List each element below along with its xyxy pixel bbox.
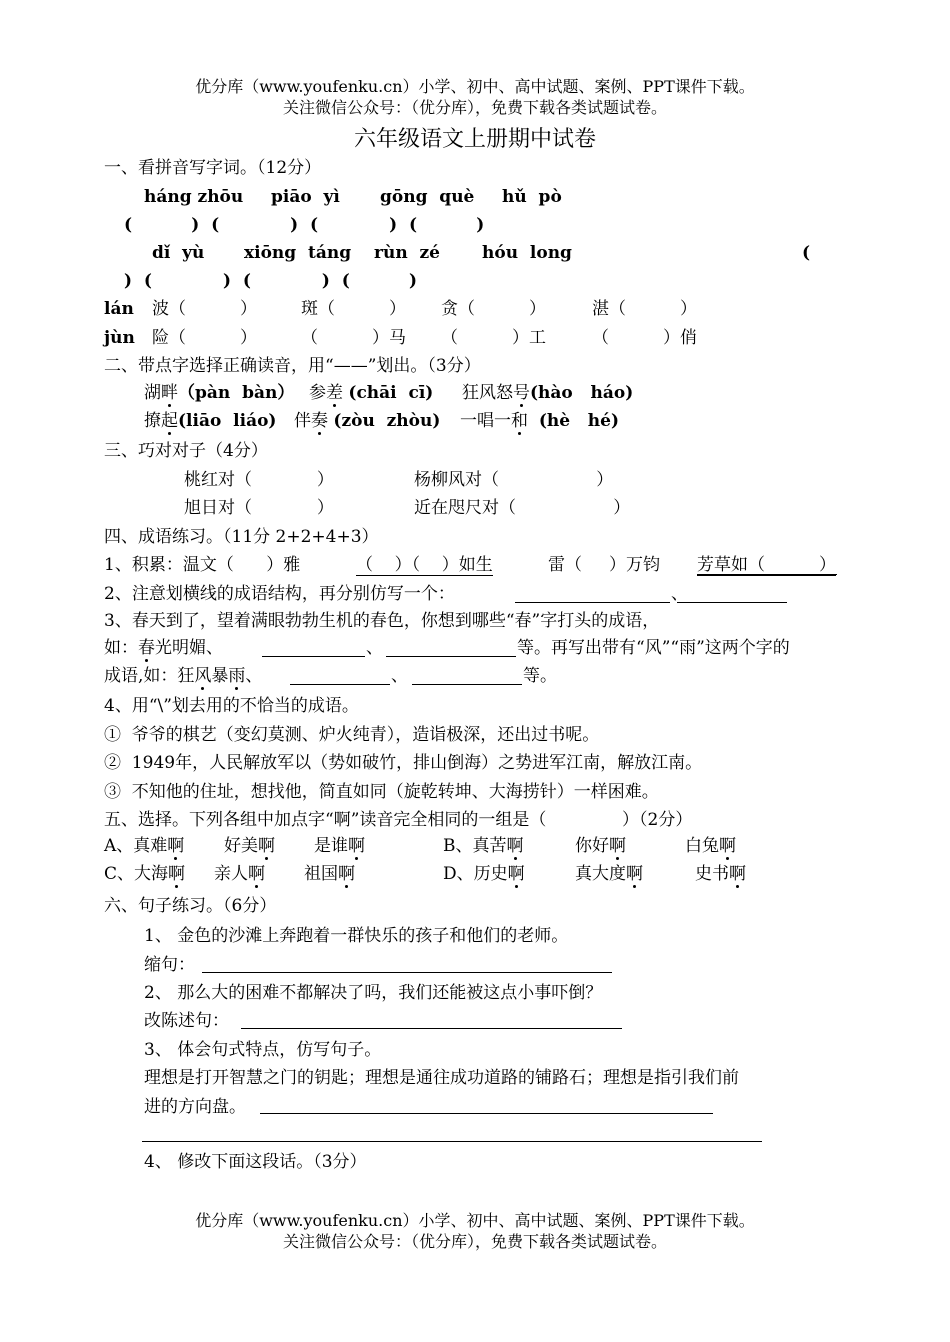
couplet-3[interactable]: 旭日对（ ） [184, 498, 334, 518]
idiom-q2-sep: 、 [671, 584, 688, 604]
pinyin-3: gōng què [380, 187, 475, 207]
option-c[interactable]: C、大海啊 [104, 864, 186, 884]
blank-q3-1[interactable] [262, 656, 365, 657]
section-5-heading: 五、选择。下列各组中加点字“啊”读音完全相同的一组是（ ）（2分） [104, 810, 693, 830]
pinyin-lan: lán [104, 299, 134, 319]
pinyin-2: piāo yì [271, 187, 340, 207]
reading-item-1: 湖畔（pàn bàn） [144, 383, 295, 403]
reading-item-5: 伴奏 (zòu zhòu) [294, 411, 441, 431]
answer-brackets-row-1[interactable]: ( ) ( ) ( ) ( ) [124, 215, 485, 235]
pinyin-7: rùn zé [374, 243, 440, 263]
idiom-q3-line1: 3、春天到了，望着满眼勃勃生机的春色，你想到哪些“春”字打头的成语， [104, 611, 660, 631]
header-line-1: 优分库（www.youfenku.cn）小学、初中、高中试题、案例、PPT课件下载。 [195, 77, 755, 96]
couplet-1[interactable]: 桃红对（ ） [184, 470, 334, 490]
idiom-q3-line3-b: 等。 [523, 666, 557, 686]
underline-q1-d [697, 574, 837, 575]
reading-item-3: 狂风怒号(hào háo) [462, 383, 634, 403]
page-title: 六年级语文上册期中试卷 [353, 127, 596, 152]
blank-q3-4[interactable] [412, 684, 522, 685]
idiom-q4: 4、用“\”划去用的不恰当的成语。 [104, 696, 359, 716]
idiom-q3-line2-a: 如：春光明媚、 [104, 638, 223, 658]
pinyin-1: háng zhōu [144, 187, 244, 207]
reading-item-6: 一唱一和 (hè hé) [460, 411, 620, 431]
blank-q2-1[interactable] [515, 602, 670, 603]
reading-item-4: 撩起(liāo liáo) [144, 411, 277, 431]
header-line-2: 关注微信公众号：（优分库），免费下载各类试题试卷。 [282, 98, 667, 117]
section-6-heading: 六、句子练习。（6分） [104, 896, 277, 916]
option-d-2: 真大度啊 [575, 864, 643, 884]
lan-word-4[interactable]: 湛（ ） [592, 299, 698, 319]
pinyin-4: hǔ pò [502, 187, 562, 207]
pinyin-5: dǐ yù [152, 243, 205, 263]
option-c-2: 亲人啊 [214, 864, 265, 884]
idiom-q1-c[interactable]: 雷（ ）万钧 [548, 555, 661, 575]
option-d-3: 史书啊 [695, 864, 746, 884]
blank-q2-2[interactable] [677, 602, 787, 603]
idiom-q3-line2-b: 等。再写出带有“风”“雨”这两个字的 [517, 638, 790, 658]
idiom-q3-sep2: 、 [391, 666, 408, 686]
idiom-q1-d[interactable]: 芳草如（ ） [697, 555, 837, 575]
lan-word-1[interactable]: 波（ ） [152, 299, 258, 319]
option-b[interactable]: B、真苦啊 [443, 836, 524, 856]
option-b-3: 白兔啊 [685, 836, 736, 856]
option-b-2: 你好啊 [575, 836, 626, 856]
footer-line-2: 关注微信公众号：（优分库），免费下载各类试题试卷。 [282, 1232, 667, 1251]
answer-line-q2[interactable] [241, 1028, 622, 1029]
jun-word-1[interactable]: 险（ ） [152, 328, 258, 348]
section-4-heading: 四、成语练习。（11分 2+2+4+3） [104, 527, 379, 547]
sentence-q2: 2、 那么大的困难不都解决了吗，我们还能被这点小事吓倒？ [144, 983, 603, 1003]
jun-word-3[interactable]: （ ）工 [441, 328, 547, 348]
pinyin-6: xiōng táng [244, 243, 352, 263]
sentence-q3-text-1: 理想是打开智慧之门的钥匙；理想是通往成功道路的铺路石；理想是指引我们前 [144, 1068, 739, 1088]
blank-q3-3[interactable] [290, 684, 390, 685]
option-a-3: 是谁啊 [314, 836, 365, 856]
idiom-q4-item-3[interactable]: ③ 不知他的住址，想找他，简直如同（旋乾转坤、大海捞针）一样困难。 [104, 782, 659, 802]
idiom-q3-line3-a: 成语,如：狂风暴雨、 [104, 666, 263, 686]
idiom-q4-item-1[interactable]: ① 爷爷的棋艺（变幻莫测、炉火纯青），造诣极深，还出过书呢。 [104, 725, 600, 745]
idiom-q3-sep: 、 [366, 638, 383, 658]
option-a-2: 好美啊 [224, 836, 275, 856]
sentence-q3: 3、 体会句式特点，仿写句子。 [144, 1040, 382, 1060]
couplet-2[interactable]: 杨柳风对（ ） [414, 470, 614, 490]
idiom-q1-a[interactable]: 1、积累：温文（ ）雅 [104, 555, 301, 575]
section-1-heading: 一、看拼音写字词。（12分） [104, 158, 322, 178]
sentence-q4: 4、 修改下面这段话。（3分） [144, 1152, 367, 1172]
pinyin-jun: jùn [104, 328, 135, 348]
blank-q3-2[interactable] [386, 656, 516, 657]
sentence-q1: 1、 金色的沙滩上奔跑着一群快乐的孩子和他们的老师。 [144, 926, 569, 946]
option-c-3: 祖国啊 [304, 864, 355, 884]
section-3-heading: 三、巧对对子（4分） [104, 441, 268, 461]
answer-brackets-row-2[interactable]: ) ( ) ( ) ( ) [124, 271, 418, 291]
jun-word-2[interactable]: （ ）马 [301, 328, 407, 348]
answer-bracket-open[interactable]: ( [802, 243, 811, 263]
lan-word-3[interactable]: 贪（ ） [441, 299, 547, 319]
answer-line-q3-1[interactable] [260, 1113, 713, 1114]
jun-word-4[interactable]: （ ）俏 [592, 328, 698, 348]
sentence-q2-label: 改陈述句： [144, 1011, 229, 1031]
section-2-heading: 二、带点字选择正确读音，用“——”划出。（3分） [104, 356, 481, 376]
option-d[interactable]: D、历史啊 [443, 864, 525, 884]
idiom-q2: 2、注意划横线的成语结构，再分别仿写一个： [104, 584, 455, 604]
couplet-4[interactable]: 近在咫尺对（ ） [414, 498, 631, 518]
answer-line-q3-2[interactable] [142, 1141, 762, 1142]
idiom-q1-b[interactable]: （ ）（ ）如生 [356, 555, 493, 575]
footer-line-1: 优分库（www.youfenku.cn）小学、初中、高中试题、案例、PPT课件下载。 [195, 1211, 755, 1230]
reading-item-2: 参差 (chāi cī) [309, 383, 434, 403]
lan-word-2[interactable]: 斑（ ） [301, 299, 407, 319]
sentence-q1-label: 缩句： [144, 955, 195, 975]
option-a[interactable]: A、真难啊 [104, 836, 185, 856]
answer-line-q1[interactable] [202, 972, 612, 973]
idiom-q4-item-2[interactable]: ② 1949年，人民解放军以（势如破竹，排山倒海）之势进军江南，解放江南。 [104, 753, 703, 773]
sentence-q3-text-2: 进的方向盘。 [144, 1097, 246, 1117]
pinyin-8: hóu long [482, 243, 572, 263]
